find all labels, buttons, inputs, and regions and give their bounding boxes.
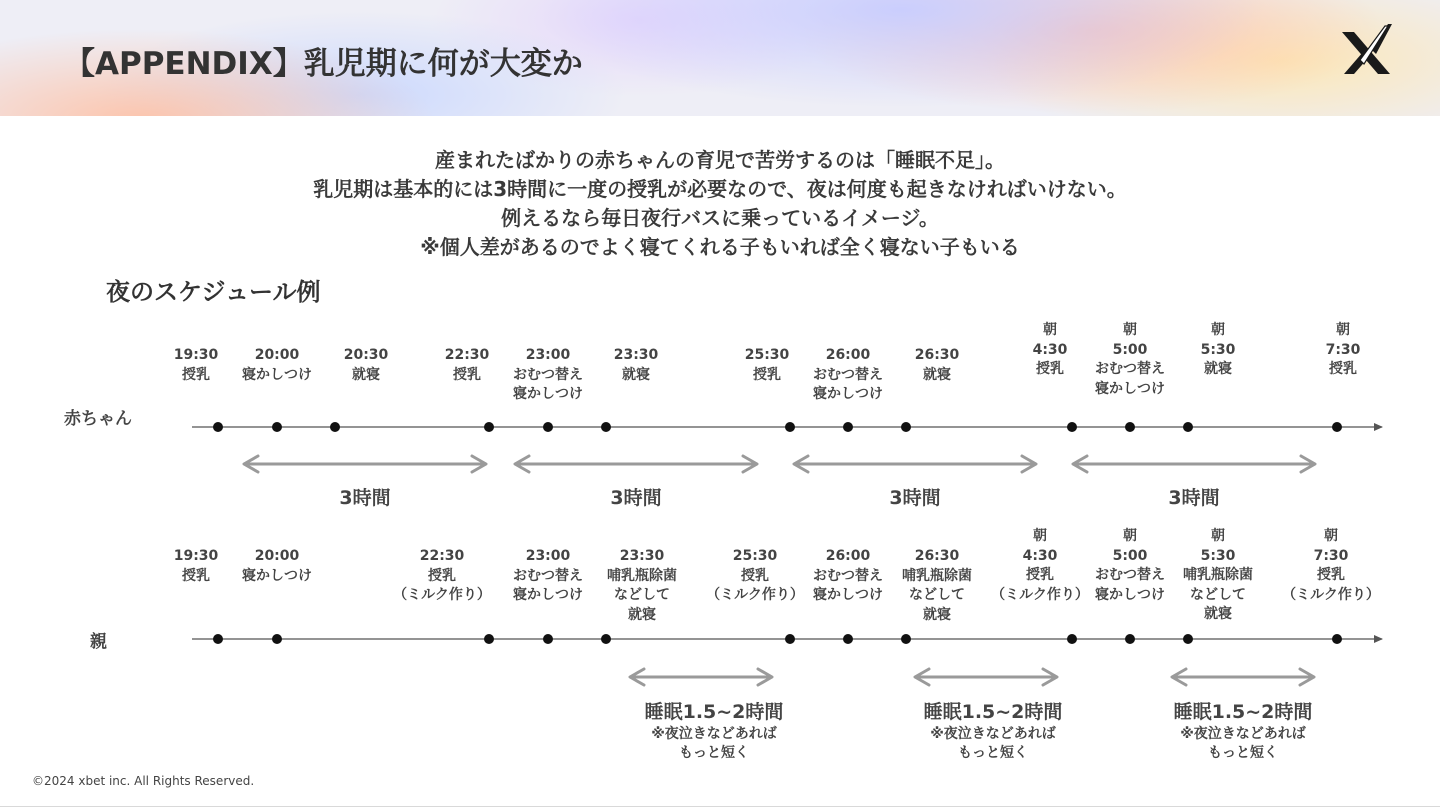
parent-event-label xyxy=(706,547,804,606)
intro-line: 乳児期は基本的には3時間に一度の授乳が必要なので、夜は何度も起きなければいけない。 xyxy=(313,177,1127,201)
parent-event-label xyxy=(393,547,491,606)
baby-event-label xyxy=(1201,321,1236,380)
double-arrow-icon xyxy=(915,669,1057,685)
event-time: 20:00 xyxy=(254,347,300,363)
event-description: 授乳 xyxy=(181,567,210,584)
event-description: 寝かしつけ xyxy=(1095,586,1165,603)
event-time: 5:00 xyxy=(1112,547,1148,564)
interval-label: 3時間 xyxy=(1168,487,1220,509)
time-prefix: 朝 xyxy=(1042,322,1057,338)
time-prefix: 朝 xyxy=(1123,322,1137,338)
event-time: 5:00 xyxy=(1112,341,1148,358)
event-description: 就寝 xyxy=(923,606,951,623)
parent-event-dot xyxy=(1067,634,1077,644)
time-prefix: 朝 xyxy=(1210,322,1225,338)
event-time: 23:30 xyxy=(613,347,659,363)
event-time: 19:30 xyxy=(173,548,219,564)
parent-event-label xyxy=(1183,527,1253,625)
double-arrow-icon xyxy=(515,456,757,472)
event-description: 就寝 xyxy=(621,366,650,383)
event-description: 寝かしつけ xyxy=(813,587,883,603)
event-description: 寝かしつけ xyxy=(242,567,312,584)
baby-event-label xyxy=(445,346,490,385)
event-description: おむつ替え xyxy=(813,366,883,383)
sleep-note: もっと短く xyxy=(958,745,1028,761)
baby-event-dot xyxy=(785,422,795,432)
baby-event-dot xyxy=(1332,422,1342,432)
parent-event-dot xyxy=(601,634,611,644)
baby-event-dot xyxy=(330,422,340,432)
interval-label: 3時間 xyxy=(339,487,391,509)
baby-event-label xyxy=(174,346,219,385)
parent-event-dot xyxy=(785,634,795,644)
parent-event-label xyxy=(242,547,312,586)
intro-line: ※個人差があるのでよく寝てくれる子もいれば全く寝ない子もいる xyxy=(420,235,1020,259)
event-description: 授乳 xyxy=(740,567,769,584)
event-description: 授乳 xyxy=(1025,567,1054,583)
baby-event-dot xyxy=(1125,422,1135,432)
baby-event-dot xyxy=(901,422,911,432)
event-time: 23:30 xyxy=(619,548,665,564)
event-description: おむつ替え xyxy=(1095,567,1165,583)
baby-event-label xyxy=(915,346,960,385)
event-description: 授乳 xyxy=(1328,361,1357,377)
parent-event-label xyxy=(902,547,972,625)
event-description: （ミルク作り） xyxy=(991,586,1089,603)
parent-event-dot xyxy=(901,634,911,644)
event-description: 哺乳瓶除菌 xyxy=(607,567,677,584)
intro-line: 例えるなら毎日夜行バスに乗っているイメージ。 xyxy=(501,206,939,230)
baby-event-label xyxy=(1033,321,1068,380)
time-prefix: 朝 xyxy=(1123,528,1137,544)
parent-event-label xyxy=(1282,527,1380,605)
time-prefix: 朝 xyxy=(1323,528,1338,544)
event-time: 23:00 xyxy=(525,548,571,564)
parent-event-dot xyxy=(543,634,553,644)
time-prefix: 朝 xyxy=(1032,528,1047,544)
event-description: 授乳 xyxy=(427,567,456,584)
interval-label: 3時間 xyxy=(889,487,941,509)
time-prefix: 朝 xyxy=(1211,528,1225,544)
parent-event-label xyxy=(813,547,883,606)
interval-label: 3時間 xyxy=(610,487,662,509)
event-time: 19:30 xyxy=(173,347,219,363)
event-description: 就寝 xyxy=(351,366,380,383)
parent-event-dot xyxy=(213,634,223,644)
double-arrow-icon xyxy=(1172,669,1314,685)
parent-event-dot xyxy=(484,634,494,644)
sleep-note: ※夜泣きなどあれば xyxy=(651,726,777,742)
event-description: 授乳 xyxy=(752,366,781,383)
sleep-duration: 睡眠1.5~2時間 xyxy=(923,701,1063,723)
event-description: 授乳 xyxy=(181,366,210,383)
event-description: 寝かしつけ xyxy=(242,366,312,383)
parent-event-dot xyxy=(843,634,853,644)
double-arrow-icon xyxy=(244,456,486,472)
event-description: 就寝 xyxy=(1203,361,1232,377)
event-time: 7:30 xyxy=(1325,341,1361,358)
event-time: 26:30 xyxy=(914,347,960,363)
divider xyxy=(0,806,1440,807)
baby-event-label xyxy=(614,346,659,385)
parent-event-label xyxy=(991,527,1089,605)
event-description: 授乳 xyxy=(452,366,481,383)
event-time: 22:30 xyxy=(444,347,490,363)
parent-event-label xyxy=(513,547,583,606)
event-time: 23:00 xyxy=(525,347,571,363)
baby-event-label xyxy=(1095,321,1165,399)
baby-event-dot xyxy=(272,422,282,432)
event-time: 20:00 xyxy=(254,548,300,564)
double-arrow-icon xyxy=(794,456,1036,472)
event-description: などして xyxy=(614,587,670,603)
event-time: 26:00 xyxy=(825,347,871,363)
sleep-duration-label xyxy=(924,699,1063,763)
parent-row-label: 親 xyxy=(90,632,107,652)
baby-event-label xyxy=(745,346,790,385)
copyright: ©2024 xbet inc. All Rights Reserved. xyxy=(32,774,255,788)
event-description: （ミルク作り） xyxy=(393,587,491,603)
event-description: おむつ替え xyxy=(1095,361,1165,377)
event-description: などして xyxy=(1190,586,1246,603)
event-description: （ミルク作り） xyxy=(1282,586,1380,603)
event-time: 5:30 xyxy=(1200,341,1236,358)
baby-row-label: 赤ちゃん xyxy=(64,409,132,429)
sleep-note: ※夜泣きなどあれば xyxy=(930,726,1056,742)
event-time: 20:30 xyxy=(343,347,389,363)
event-time: 5:30 xyxy=(1200,547,1236,564)
event-description: 哺乳瓶除菌 xyxy=(1183,567,1253,583)
baby-event-dot xyxy=(213,422,223,432)
parent-event-label xyxy=(607,547,677,625)
event-description: おむつ替え xyxy=(813,567,883,584)
intro-line: 産まれたばかりの赤ちゃんの育児で苦労するのは「睡眠不足」。 xyxy=(435,148,1005,172)
baby-event-dot xyxy=(543,422,553,432)
event-time: 22:30 xyxy=(419,548,465,564)
double-arrow-icon xyxy=(1073,456,1315,472)
event-description: 就寝 xyxy=(628,606,656,623)
page-title: 【APPENDIX】乳児期に何が大変か xyxy=(64,46,583,82)
event-description: おむつ替え xyxy=(513,366,583,383)
baby-event-label xyxy=(513,346,583,405)
event-description: 就寝 xyxy=(922,366,951,383)
baby-event-dot xyxy=(1067,422,1077,432)
event-time: 25:30 xyxy=(744,347,790,363)
baby-event-dot xyxy=(601,422,611,432)
parent-event-label xyxy=(174,547,219,586)
parent-event-label xyxy=(1095,527,1165,605)
event-description: 寝かしつけ xyxy=(813,386,883,402)
baby-event-dot xyxy=(843,422,853,432)
event-time: 7:30 xyxy=(1313,547,1349,564)
event-description: 就寝 xyxy=(1204,606,1232,622)
parent-event-dot xyxy=(272,634,282,644)
event-description: などして xyxy=(909,587,965,603)
event-description: おむつ替え xyxy=(513,567,583,584)
parent-event-dot xyxy=(1125,634,1135,644)
event-description: 哺乳瓶除菌 xyxy=(902,567,972,584)
sleep-duration-label xyxy=(645,699,784,763)
parent-event-dot xyxy=(1332,634,1342,644)
event-description: 授乳 xyxy=(1035,361,1064,377)
event-description: 授乳 xyxy=(1316,567,1345,583)
section-title: 夜のスケジュール例 xyxy=(106,278,321,306)
event-time: 4:30 xyxy=(1032,341,1068,358)
double-arrow-icon xyxy=(630,669,772,685)
event-description: 寝かしつけ xyxy=(1095,380,1165,397)
time-prefix: 朝 xyxy=(1335,322,1350,338)
sleep-note: もっと短く xyxy=(679,745,749,761)
event-time: 26:00 xyxy=(825,548,871,564)
baby-event-label xyxy=(813,346,883,405)
baby-event-label xyxy=(344,346,389,385)
event-time: 25:30 xyxy=(732,548,778,564)
event-description: 寝かしつけ xyxy=(513,386,583,402)
event-time: 4:30 xyxy=(1022,547,1058,564)
baby-event-dot xyxy=(1183,422,1193,432)
baby-event-dot xyxy=(484,422,494,432)
baby-event-label xyxy=(1326,321,1361,380)
event-time: 26:30 xyxy=(914,548,960,564)
sleep-duration: 睡眠1.5~2時間 xyxy=(644,701,784,723)
sleep-duration-label xyxy=(1174,699,1313,763)
baby-event-label xyxy=(242,346,312,385)
event-description: 寝かしつけ xyxy=(513,587,583,603)
event-description: （ミルク作り） xyxy=(706,587,804,603)
parent-event-dot xyxy=(1183,634,1193,644)
sleep-duration: 睡眠1.5~2時間 xyxy=(1173,701,1313,723)
sleep-note: もっと短く xyxy=(1208,745,1278,761)
sleep-note: ※夜泣きなどあれば xyxy=(1180,726,1306,742)
